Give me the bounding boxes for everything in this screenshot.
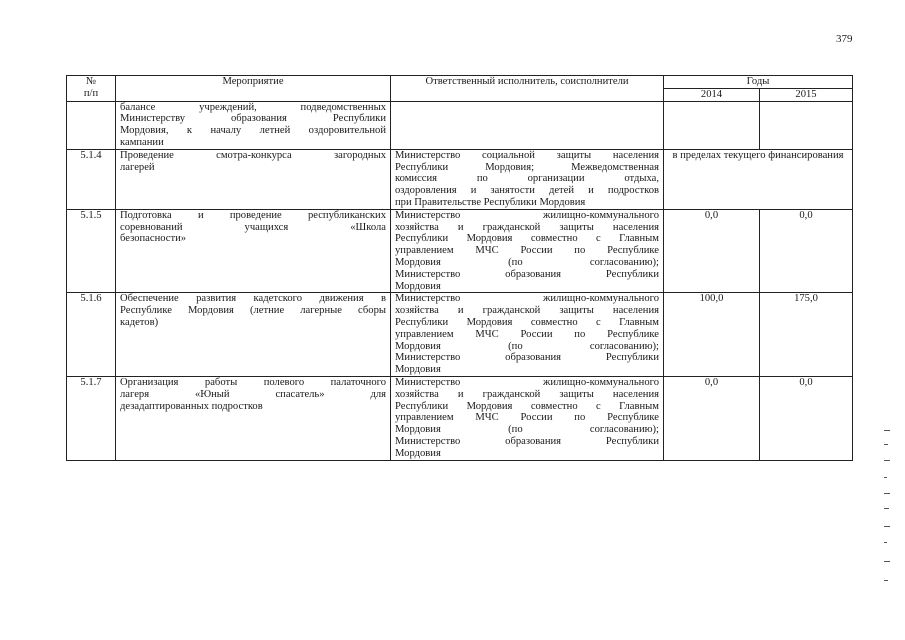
funding-cell: в пределах текущего финансирования	[664, 149, 853, 209]
activity-cell	[116, 293, 391, 377]
text-line: управлением МЧС России по Республике	[395, 412, 659, 424]
text-line: Министерство образования Республики	[395, 435, 659, 447]
text-line: Министерство жилищно-коммунального	[395, 293, 659, 305]
header-number-line2: п/п	[83, 87, 99, 99]
text-line: Мордовия	[395, 280, 441, 292]
text-line: Мордовия, к началу летней оздоровительной	[120, 125, 386, 137]
activity-cell	[116, 376, 391, 460]
amount-2014: 0,0	[664, 376, 760, 460]
text-line: Министерство образования Республики	[395, 352, 659, 364]
text-line: Министерство образования Республики	[395, 268, 659, 280]
text-line: Министерство жилищно-коммунального	[395, 376, 659, 388]
text-line: Республики Мордовия совместно с Главным	[395, 316, 659, 328]
header-number	[67, 76, 116, 102]
amount-2015: 175,0	[760, 293, 853, 377]
activities-table	[66, 75, 853, 461]
header-activity: Мероприятие	[116, 76, 391, 102]
text-line: хозяйства и гражданской защиты населения	[395, 305, 659, 317]
header-row	[67, 76, 853, 89]
table-row	[67, 101, 853, 149]
text-line: комиссия по организации отдыха,	[395, 173, 659, 185]
text-line: Проведение смотра-конкурса загородных	[120, 149, 386, 161]
text-line: управлением МЧС России по Республике	[395, 245, 659, 257]
table-body	[67, 101, 853, 460]
text-line: Министерство жилищно-коммунального	[395, 209, 659, 221]
header-year-2015: 2015	[760, 88, 853, 101]
text-line: соревнований учащихся «Школа	[120, 221, 386, 233]
text-line: Мордовия (по согласованию);	[395, 340, 659, 352]
text-line: оздоровления и занятости детей и подростков	[395, 185, 659, 197]
text-line: управлением МЧС России по Республике	[395, 328, 659, 340]
scan-edge-marks	[884, 430, 896, 600]
row-number: 5.1.6	[67, 293, 116, 377]
header-responsible: Ответственный исполнитель, соисполнители	[391, 76, 664, 102]
responsible-cell	[391, 101, 664, 149]
text-line: Республики Мордовия совместно с Главным	[395, 233, 659, 245]
text-line: Министерство социальной защиты населения	[395, 149, 659, 161]
text-line: кадетов)	[120, 316, 159, 328]
activity-cell	[116, 149, 391, 209]
amount-2015: 0,0	[760, 209, 853, 293]
header-year-2014: 2014	[664, 88, 760, 101]
text-line: Министерству образования Республики	[120, 113, 386, 125]
text-line: лагерей	[120, 161, 155, 173]
amount-2015: 0,0	[760, 376, 853, 460]
text-line: Мордовия	[395, 447, 441, 459]
responsible-cell	[391, 376, 664, 460]
amount-2014	[664, 101, 760, 149]
table-row	[67, 149, 853, 209]
header-number-line1: №	[85, 76, 97, 87]
responsible-cell	[391, 209, 664, 293]
activity-cell	[116, 101, 391, 149]
text-line: безопасности»	[120, 233, 187, 245]
text-line: Мордовия (по согласованию);	[395, 424, 659, 436]
text-line: Организация работы полевого палаточного	[120, 376, 386, 388]
amount-2014: 100,0	[664, 293, 760, 377]
responsible-cell	[391, 293, 664, 377]
row-number	[67, 101, 116, 149]
text-line: при Правительстве Республики Мордовия	[395, 196, 586, 208]
amount-2015	[760, 101, 853, 149]
table-row	[67, 209, 853, 293]
table-row	[67, 376, 853, 460]
table-row	[67, 293, 853, 377]
text-line: Республики Мордовия; Межведомственная	[395, 161, 659, 173]
text-line: кампании	[120, 136, 164, 148]
text-line: Обеспечение развития кадетского движения в	[120, 293, 386, 305]
text-line: хозяйства и гражданской защиты населения	[395, 221, 659, 233]
text-line: балансе учреждений, подведомственных	[120, 101, 386, 113]
text-line: Подготовка и проведение республиканских	[120, 209, 386, 221]
text-line: Республике Мордовия (летние лагерные сборы	[120, 305, 386, 317]
row-number: 5.1.4	[67, 149, 116, 209]
text-line: Мордовия (по согласованию);	[395, 256, 659, 268]
text-line: дезадаптированных подростков	[120, 400, 263, 412]
activity-cell	[116, 209, 391, 293]
amount-2014: 0,0	[664, 209, 760, 293]
text-line: лагеря «Юный спасатель» для	[120, 388, 386, 400]
responsible-cell	[391, 149, 664, 209]
text-line: хозяйства и гражданской защиты населения	[395, 388, 659, 400]
row-number: 5.1.5	[67, 209, 116, 293]
text-line: Республики Мордовия совместно с Главным	[395, 400, 659, 412]
header-years: Годы	[664, 76, 853, 89]
page-number: 379	[836, 33, 853, 45]
text-line: Мордовия	[395, 364, 441, 376]
row-number: 5.1.7	[67, 376, 116, 460]
